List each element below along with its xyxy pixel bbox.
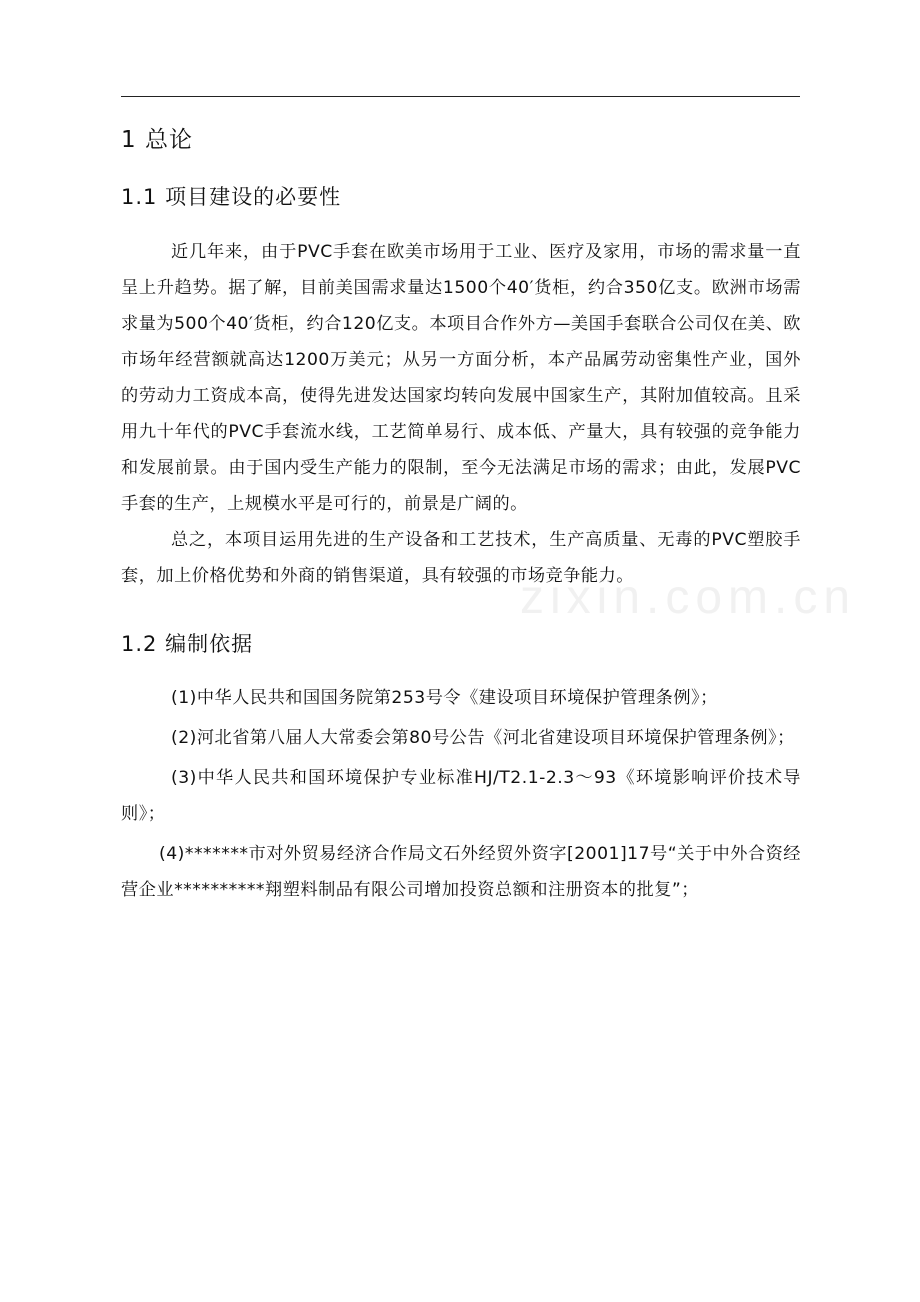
document-body (121, 118, 801, 908)
paragraph-summary: 总之，本项目运用先进的生产设备和工艺技术，生产高质量、无毒的PVC塑胶手套，加上价格优势和外商的销售渠道，具有较强的市场竞争能力。 (121, 530, 801, 586)
reference-item: (2)河北省第八届人大常委会第80号公告《河北省建设项目环境保护管理条例》； (171, 728, 795, 748)
paragraph-market-demand: 近几年来，由于PVC手套在欧美市场用于工业、医疗及家用，市场的需求量一直呈上升趋势。据了解，目前美国需求量达1500个40′货柜，约合350亿支。欧洲市场需求量为500个40′货柜，约合120亿支。本项目合作外方—美国手套联合公司仅在美、欧市场年经营额就高达1200万美元；从另一方面分析，本产品属劳动密集性产业，国外的劳动力工资成本高，使得先进发达国家均转向发展中国家生产，其附加值较高。且采用九十年代的PVC手套流水线，工艺简单易行、成本低、产量大，具有较强的竞争能力和发展前景。由于国内受生产能力的限制，至今无法满足市场的需求；由此，发展PVC手套的生产，上规模水平是可行的，前景是广阔的。 (121, 242, 801, 514)
watermark: zixin.com.cn (520, 571, 857, 624)
section-title-necessity: 1.1 项目建设的必要性 (121, 185, 342, 209)
chapter-title: 1 总论 (121, 127, 193, 153)
reference-item: (4)*******市对外贸易经济合作局文石外经贸外资字[2001]17号“关于中外合资经营企业**********翔塑料制品有限公司增加投资总额和注册资本的批复”； (121, 844, 801, 900)
section-title-basis: 1.2 编制依据 (121, 632, 254, 656)
reference-item: (3)中华人民共和国环境保护专业标准HJ/T2.1-2.3～93《环境影响评价技术导则》； (121, 768, 801, 824)
reference-item: (1)中华人民共和国国务院第253号令《建设项目环境保护管理条例》； (171, 688, 718, 708)
header-rule (121, 96, 800, 97)
